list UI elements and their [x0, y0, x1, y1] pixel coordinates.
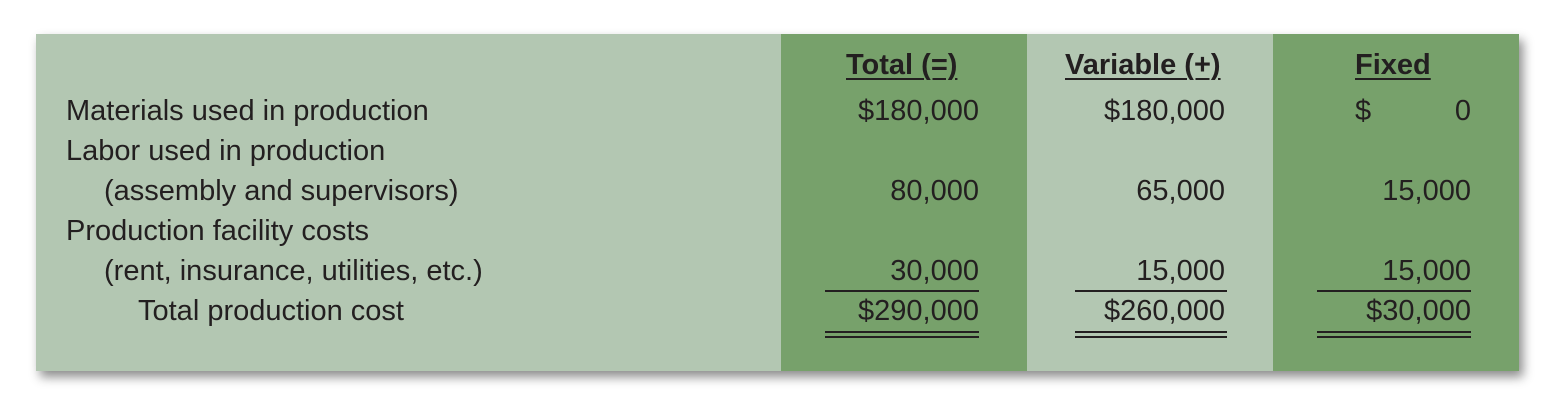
facility-variable-value: 15,000	[1136, 255, 1225, 287]
row-label-total-production-cost: Total production cost	[138, 295, 404, 327]
header-fixed: Fixed	[1355, 49, 1431, 81]
fixed-column-double-rule	[1317, 331, 1471, 338]
total-production-cost-total-value: $290,000	[858, 295, 979, 327]
total-production-cost-fixed-value: $30,000	[1366, 295, 1471, 327]
row-label-labor: Labor used in production	[66, 135, 386, 167]
materials-total-value: $180,000	[858, 95, 979, 127]
header-total: Total (=)	[846, 49, 958, 81]
row-label-facility: Production facility costs	[66, 215, 370, 247]
cost-table-panel	[36, 34, 1519, 371]
materials-fixed-value: 0	[1454, 95, 1471, 127]
materials-fixed-dollar-sign: $	[1355, 95, 1372, 127]
total-column-subtotal-rule	[825, 290, 979, 292]
fixed-column-subtotal-rule	[1317, 290, 1471, 292]
total-column-double-rule	[825, 331, 979, 338]
materials-variable-value: $180,000	[1104, 95, 1225, 127]
facility-total-value: 30,000	[890, 255, 979, 287]
labor-total-value: 80,000	[890, 175, 979, 207]
labor-variable-value: 65,000	[1136, 175, 1225, 207]
row-sublabel-labor: (assembly and supervisors)	[104, 175, 459, 207]
facility-fixed-value: 15,000	[1382, 255, 1471, 287]
variable-column-double-rule	[1075, 331, 1227, 338]
row-label-materials: Materials used in production	[66, 95, 429, 127]
variable-column-subtotal-rule	[1075, 290, 1227, 292]
row-sublabel-facility: (rent, insurance, utilities, etc.)	[104, 255, 483, 287]
total-production-cost-variable-value: $260,000	[1104, 295, 1225, 327]
labor-fixed-value: 15,000	[1382, 175, 1471, 207]
header-variable: Variable (+)	[1065, 49, 1221, 81]
